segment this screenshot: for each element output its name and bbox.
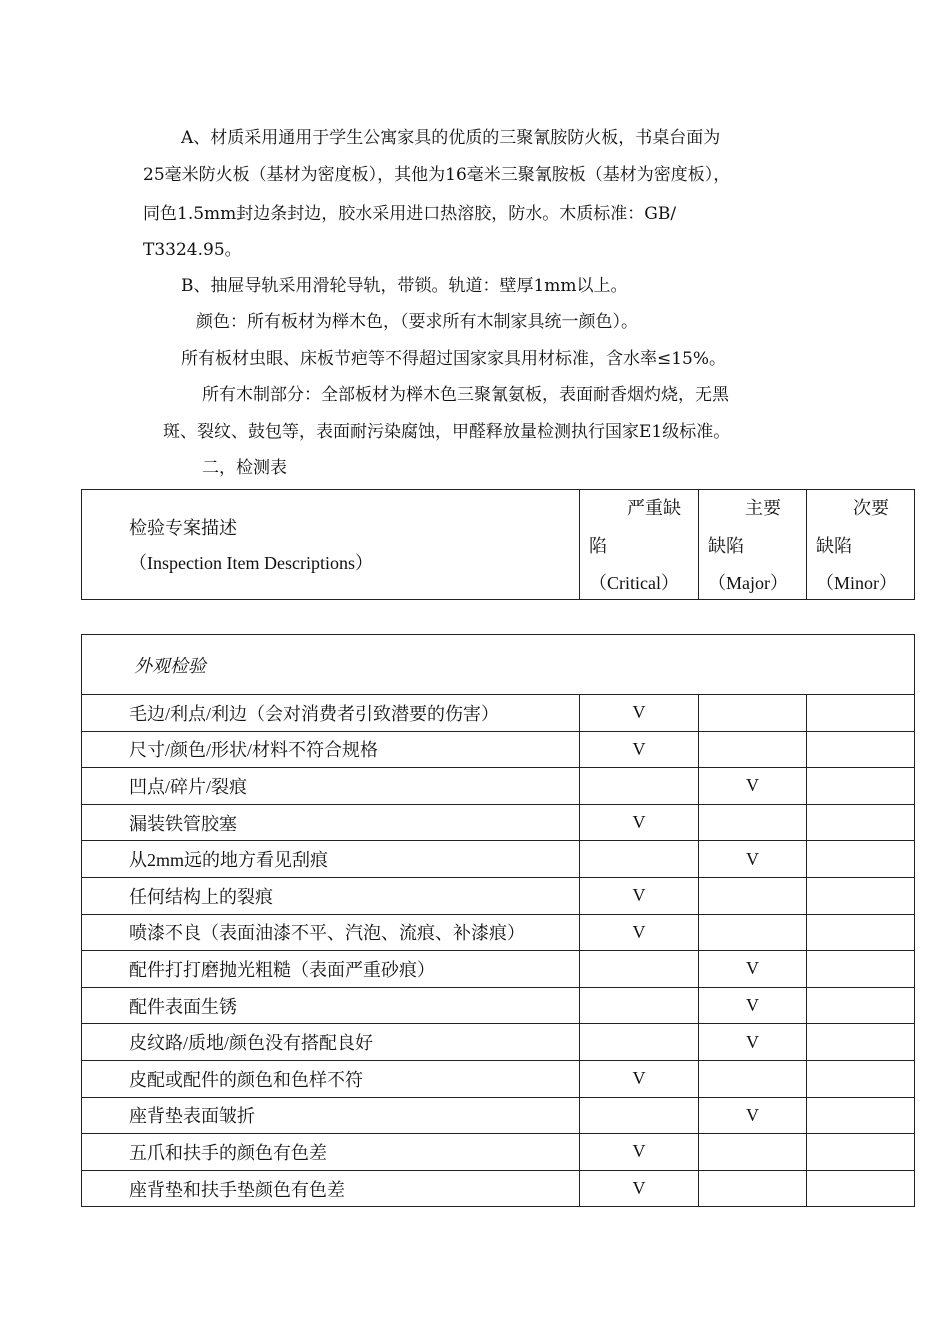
table-row: [82, 1060, 915, 1097]
row-critical-mark: V: [580, 877, 699, 914]
row-description: 皮配或配件的颜色和色样不符: [82, 1060, 580, 1097]
row-major-mark: V: [699, 987, 807, 1024]
row-minor-mark: [807, 1134, 915, 1171]
row-description: 配件表面生锈: [82, 987, 580, 1024]
para-material-a-line2: 25毫米防火板（基材为密度板），其他为16毫米三聚氰胺板（基材为密度板），: [143, 165, 731, 185]
row-description: 任何结构上的裂痕: [82, 877, 580, 914]
row-minor-mark: [807, 1170, 915, 1207]
row-major-mark: V: [699, 768, 807, 805]
row-description: 漏装铁管胶塞: [82, 804, 580, 841]
row-major-mark: [699, 731, 807, 768]
table-row: [82, 1134, 915, 1171]
para-board-standard: 所有板材虫眼、床板节疤等不得超过国家家具用材标准，含水率≤15%。: [181, 349, 727, 369]
table-row: [82, 1170, 915, 1207]
row-major-mark: V: [699, 1024, 807, 1061]
row-minor-mark: [807, 1060, 915, 1097]
para-material-a-line3: 同色1.5mm封边条封边，胶水采用进口热溶胶，防水。木质标准：GB/: [143, 204, 677, 224]
table-row: [82, 914, 915, 951]
header-minor-label-3: （Minor）: [816, 573, 897, 593]
row-critical-mark: [580, 841, 699, 878]
header-desc-label: 检验专案描述: [129, 518, 237, 538]
row-minor-mark: [807, 1024, 915, 1061]
row-major-mark: [699, 695, 807, 732]
row-critical-mark: V: [580, 1134, 699, 1171]
row-critical-mark: [580, 768, 699, 805]
row-critical-mark: [580, 987, 699, 1024]
para-material-a-line4: T3324.95。: [143, 240, 242, 260]
row-description: 喷漆不良（表面油漆不平、汽泡、流痕、补漆痕）: [82, 914, 580, 951]
section-title-appearance: 外观检验: [82, 635, 915, 695]
row-minor-mark: [807, 951, 915, 988]
header-minor-label-1: 次要: [853, 498, 889, 518]
header-major-label-3: （Major）: [708, 573, 788, 593]
row-minor-mark: [807, 1097, 915, 1134]
row-description: 座背垫表面皱折: [82, 1097, 580, 1134]
row-description: 座背垫和扶手垫颜色有色差: [82, 1170, 580, 1207]
row-minor-mark: [807, 877, 915, 914]
row-major-mark: [699, 1060, 807, 1097]
row-critical-mark: [580, 1097, 699, 1134]
row-description: 凹点/碎片/裂痕: [82, 768, 580, 805]
header-desc-english: （Inspection Item Descriptions）: [129, 553, 373, 573]
table-row: [82, 695, 915, 732]
header-major-cell: [699, 490, 807, 600]
row-critical-mark: [580, 951, 699, 988]
row-minor-mark: [807, 914, 915, 951]
row-description: 皮纹路/质地/颜色没有搭配良好: [82, 1024, 580, 1061]
row-description: 从2mm远的地方看见刮痕: [82, 841, 580, 878]
header-minor-label-2: 缺陷: [816, 536, 852, 556]
header-major-label-1: 主要: [745, 498, 781, 518]
row-major-mark: [699, 804, 807, 841]
para-wood-parts-line2: 斑、裂纹、鼓包等，表面耐污染腐蚀，甲醛释放量检测执行国家E1级标准。: [163, 422, 731, 442]
row-critical-mark: V: [580, 914, 699, 951]
header-critical-label-1: 严重缺: [627, 498, 681, 518]
inspection-header-table: [81, 489, 915, 600]
row-minor-mark: [807, 695, 915, 732]
row-major-mark: [699, 914, 807, 951]
table-row: [82, 987, 915, 1024]
row-critical-mark: V: [580, 731, 699, 768]
table-row: [82, 804, 915, 841]
row-critical-mark: V: [580, 1170, 699, 1207]
row-major-mark: V: [699, 951, 807, 988]
row-major-mark: V: [699, 841, 807, 878]
table-row: [82, 841, 915, 878]
row-minor-mark: [807, 768, 915, 805]
table-row: [82, 1024, 915, 1061]
row-minor-mark: [807, 804, 915, 841]
row-critical-mark: V: [580, 804, 699, 841]
table-row: [82, 877, 915, 914]
row-major-mark: [699, 1170, 807, 1207]
row-critical-mark: V: [580, 695, 699, 732]
row-description: 五爪和扶手的颜色有色差: [82, 1134, 580, 1171]
row-description: 尺寸/颜色/形状/材料不符合规格: [82, 731, 580, 768]
section-heading-inspection-table: 二，检测表: [202, 458, 287, 478]
row-major-mark: [699, 877, 807, 914]
row-critical-mark: [580, 1024, 699, 1061]
section-row: [82, 635, 915, 695]
table-row: [82, 768, 915, 805]
row-minor-mark: [807, 987, 915, 1024]
header-critical-cell: [580, 490, 699, 600]
header-major-label-2: 缺陷: [708, 536, 744, 556]
para-material-a-line1: A、材质采用通用于学生公寓家具的优质的三聚氰胺防火板，书桌台面为: [181, 128, 721, 148]
table-row: [82, 731, 915, 768]
appearance-inspection-table: [81, 634, 915, 1207]
para-color: 颜色：所有板材为榉木色，（要求所有木制家具统一颜色）。: [196, 312, 638, 332]
header-minor-cell: [807, 490, 915, 600]
row-critical-mark: V: [580, 1060, 699, 1097]
header-desc-cell: [82, 490, 580, 600]
para-wood-parts-line1: 所有木制部分：全部板材为榉木色三聚氰氨板，表面耐香烟灼烧，无黑: [202, 385, 729, 405]
row-major-mark: V: [699, 1097, 807, 1134]
row-minor-mark: [807, 841, 915, 878]
row-description: 毛边/利点/利边（会对消费者引致潜要的伤害）: [82, 695, 580, 732]
para-drawer-rail-b: B、抽屉导轨采用滑轮导轨，带锁。轨道：壁厚1mm以上。: [181, 276, 628, 296]
header-critical-label-3: （Critical）: [589, 573, 679, 593]
table-row: [82, 951, 915, 988]
row-description: 配件打打磨抛光粗糙（表面严重砂痕）: [82, 951, 580, 988]
header-critical-label-2: 陷: [589, 536, 607, 556]
row-major-mark: [699, 1134, 807, 1171]
table-row: [82, 1097, 915, 1134]
row-minor-mark: [807, 731, 915, 768]
